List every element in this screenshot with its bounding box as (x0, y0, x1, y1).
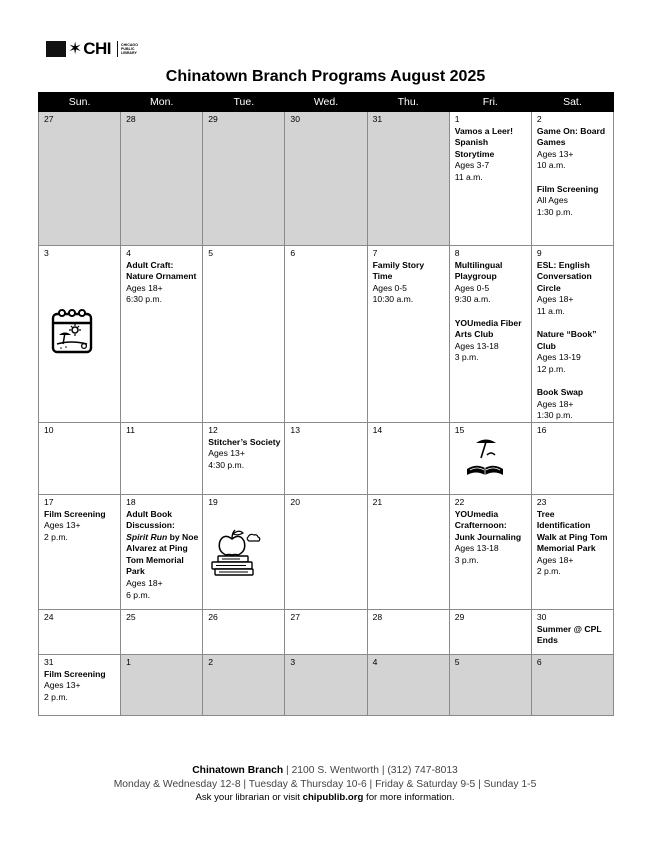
page-title: Chinatown Branch Programs August 2025 (165, 68, 486, 85)
event-ages: Ages 18+ (126, 282, 163, 293)
calendar-day-cell (285, 494, 367, 609)
day-number: 15 (454, 424, 465, 435)
event-time: 3 p.m. (454, 554, 479, 565)
day-number: 13 (290, 424, 300, 435)
logo-divider (117, 41, 118, 57)
event-ages: Ages 13-19 (536, 352, 581, 363)
day-number: 12 (208, 424, 218, 435)
event-title: YOUmedia Fiber Arts Club (454, 317, 522, 340)
event-title: YOUmedia Crafternoon: Junk Journaling (454, 508, 522, 542)
event-ages: Ages 13+ (44, 520, 81, 531)
logo-chi-text: CHI (83, 39, 112, 58)
event-ages: Ages 0-5 (454, 282, 490, 293)
event-ages: Ages 13-18 (454, 340, 499, 351)
event-time: 12 p.m. (536, 363, 566, 374)
event-ages: Ages 0-5 (372, 282, 407, 293)
event-title: Film Screening (44, 668, 106, 679)
event (44, 509, 116, 544)
calendar-day-cell (39, 112, 121, 246)
event-time: 10:30 a.m. (372, 294, 414, 305)
event-time: 1:30 p.m. (536, 206, 573, 217)
calendar-day-cell (367, 112, 449, 246)
calendar-day-cell (39, 422, 121, 494)
event-ages: All Ages (536, 195, 568, 206)
calendar-day-cell (39, 494, 121, 609)
calendar-day-cell (449, 246, 531, 423)
logo-block (46, 41, 66, 57)
footer-ask-line: Ask your librarian or visit chipublib.org for more information. (195, 792, 455, 803)
event-ages: Ages 13+ (44, 680, 81, 691)
calendar-day-cell (203, 494, 285, 609)
event-time: 11 a.m. (454, 171, 483, 182)
weekday-sun: Sun. (39, 93, 121, 112)
calendar-day-cell (531, 494, 613, 609)
event-title: Nature “Book” Club (536, 329, 597, 351)
day-number: 28 (372, 611, 383, 622)
event (537, 126, 609, 172)
day-number: 29 (454, 611, 465, 622)
calendar-day-cell (121, 654, 203, 715)
weekday-wed: Wed. (285, 93, 367, 112)
event-title: Film Screening (536, 183, 599, 194)
weekday-sat: Sat. (531, 93, 613, 112)
weekday-tue: Tue. (203, 93, 285, 112)
day-number: 30 (290, 114, 300, 124)
day-number: 21 (372, 496, 383, 507)
event-ages: Ages 18+ (536, 294, 574, 305)
day-number: 27 (44, 114, 54, 124)
event (537, 509, 609, 579)
event-title: Game On: Board Games (536, 125, 606, 148)
event-title: ESL: English Conversation Circle (536, 259, 592, 293)
calendar-day-cell (367, 422, 449, 494)
event-ages: Ages 13-18 (454, 543, 499, 554)
weekday-thu: Thu. (367, 93, 449, 112)
calendar-day-cell (39, 654, 121, 715)
event-title: Family Story Time (372, 259, 425, 282)
event (126, 509, 198, 602)
calendar-day-cell (39, 246, 121, 423)
day-number: 25 (126, 611, 136, 622)
day-number: 6 (290, 248, 296, 258)
event-time: 3 p.m. (454, 352, 479, 363)
event-title (126, 509, 198, 579)
event (537, 260, 609, 318)
day-number: 1 (126, 656, 131, 667)
footer-address: | 2100 S. Wentworth | (312) 747-8013 (283, 765, 458, 776)
event-time: 9:30 a.m. (454, 294, 491, 305)
event-title: Book Swap (536, 387, 584, 398)
event-title: Adult Craft: Nature Ornament (126, 259, 197, 282)
calendar-week-row (39, 422, 614, 494)
event-ages: Ages 3-7 (454, 160, 490, 171)
day-number: 23 (536, 496, 547, 507)
event-ages: Ages 13+ (536, 148, 574, 159)
event-title: Stitcher’s Society (208, 436, 281, 447)
event-time: 1:30 p.m. (536, 410, 573, 421)
calendar-day-cell (367, 246, 449, 423)
calendar-day-cell (531, 654, 613, 715)
event (537, 184, 609, 219)
event-time: 2 p.m. (44, 691, 68, 702)
chicago-public-library-logo (46, 40, 138, 58)
event (126, 260, 198, 306)
calendar-day-cell (449, 112, 531, 246)
event-title: Film Screening (44, 508, 106, 519)
calendar-day-cell (203, 609, 285, 654)
weekday-mon: Mon. (121, 93, 203, 112)
event (455, 509, 527, 567)
event-time: 6:30 p.m. (126, 294, 162, 305)
footer-branch-line (0, 765, 650, 776)
weekday-header-row (39, 93, 614, 112)
calendar-week-row (39, 654, 614, 715)
day-number: 2 (208, 656, 214, 667)
event-time: 2 p.m. (536, 566, 561, 577)
calendar-day-cell (285, 246, 367, 423)
calendar-day-cell (531, 609, 613, 654)
day-number: 30 (536, 611, 547, 622)
calendar-day-cell (203, 246, 285, 423)
calendar-day-cell (285, 654, 367, 715)
calendar-week-row (39, 112, 614, 246)
event-book-title: Spirit Run (126, 531, 168, 542)
day-number: 3 (290, 656, 296, 667)
event-title: Multilingual Playgroup (454, 259, 503, 282)
calendar-day-cell (449, 494, 531, 609)
day-number: 5 (208, 248, 214, 258)
event (44, 669, 116, 704)
day-number: 4 (372, 656, 378, 667)
event-time: 2 p.m. (44, 531, 68, 542)
day-number: 11 (126, 424, 136, 435)
calendar-table (38, 92, 614, 716)
day-number: 27 (290, 611, 300, 622)
calendar-day-cell (449, 654, 531, 715)
event-time: 4:30 p.m. (208, 459, 245, 470)
day-number: 5 (454, 656, 460, 667)
event (455, 126, 527, 184)
day-number: 24 (44, 611, 54, 622)
day-number: 19 (208, 496, 218, 507)
footer-hours: Monday & Wednesday 12-8 | Tuesday & Thursday 10-6 | Friday & Saturday 9-5 | Sunday 1-5 (113, 779, 537, 790)
calendar-week-row (39, 246, 614, 423)
day-number: 7 (372, 248, 378, 258)
star-icon: ✶ (68, 39, 83, 59)
calendar-week-row (39, 494, 614, 609)
event (455, 260, 527, 306)
day-number: 18 (126, 496, 136, 507)
calendar-day-cell (531, 246, 613, 423)
logo-small-text: CHICAGO PUBLIC LIBRARY (121, 43, 139, 55)
event (208, 437, 280, 472)
calendar-day-cell (121, 609, 203, 654)
event-ages: Ages 18+ (126, 578, 163, 589)
calendar-day-cell (367, 609, 449, 654)
calendar-day-cell (121, 246, 203, 423)
day-number: 28 (126, 114, 136, 124)
day-number: 20 (290, 496, 300, 507)
event-time: 6 p.m. (126, 589, 151, 600)
day-number: 1 (454, 114, 460, 124)
event-time: 10 a.m. (536, 160, 566, 171)
day-number: 3 (44, 248, 49, 258)
day-number: 22 (454, 496, 465, 507)
day-number: 2 (536, 114, 542, 124)
calendar-day-cell (39, 609, 121, 654)
calendar-week-row (39, 609, 614, 654)
day-number: 8 (454, 248, 460, 258)
footer-website-link[interactable]: chipublib.org (302, 792, 364, 803)
event-title: Summer @ CPL Ends (536, 623, 602, 646)
event-ages: Ages 18+ (536, 554, 574, 565)
calendar-day-cell (367, 654, 449, 715)
day-number: 17 (44, 496, 54, 507)
day-number: 16 (536, 424, 547, 435)
footer-branch-name: Chinatown Branch (192, 765, 284, 776)
calendar-day-cell (121, 112, 203, 246)
day-number: 31 (372, 114, 383, 124)
calendar-day-cell (367, 494, 449, 609)
calendar-day-cell (203, 112, 285, 246)
event-ages: Ages 13+ (208, 448, 245, 459)
calendar-day-cell (531, 112, 613, 246)
calendar-day-cell (449, 609, 531, 654)
event-title: Tree Identification Walk at Ping Tom Memorial Park (536, 508, 608, 554)
event-time: 11 a.m. (536, 305, 565, 316)
event-ages: Ages 18+ (536, 398, 574, 409)
calendar-day-cell (121, 422, 203, 494)
event-title-part: Adult Book Discussion: (126, 508, 175, 531)
apple-books-icon (210, 525, 262, 581)
event (373, 260, 445, 306)
day-number: 10 (44, 424, 54, 435)
event (537, 329, 609, 375)
weekday-fri: Fri. (449, 93, 531, 112)
event-title-part: by Noe Alvarez at Ping Tom Memorial Park (126, 531, 199, 577)
calendar-day-cell (203, 654, 285, 715)
beach-calendar-icon (51, 308, 93, 358)
day-number: 14 (372, 424, 383, 435)
calendar-day-cell (531, 422, 613, 494)
day-number: 29 (208, 114, 218, 124)
calendar-day-cell (285, 422, 367, 494)
event (537, 387, 609, 422)
calendar-day-cell (203, 422, 285, 494)
day-number: 4 (126, 248, 131, 258)
beach-book-icon (466, 437, 504, 483)
calendar-day-cell (285, 112, 367, 246)
calendar-day-cell (121, 494, 203, 609)
event (455, 318, 527, 364)
event-title: Vamos a Leer! Spanish Storytime (454, 125, 513, 159)
day-number: 6 (536, 656, 542, 667)
calendar-day-cell (285, 609, 367, 654)
event (537, 624, 609, 647)
day-number: 9 (536, 248, 542, 258)
day-number: 31 (44, 656, 54, 667)
calendar-day-cell (449, 422, 531, 494)
day-number: 26 (208, 611, 218, 622)
